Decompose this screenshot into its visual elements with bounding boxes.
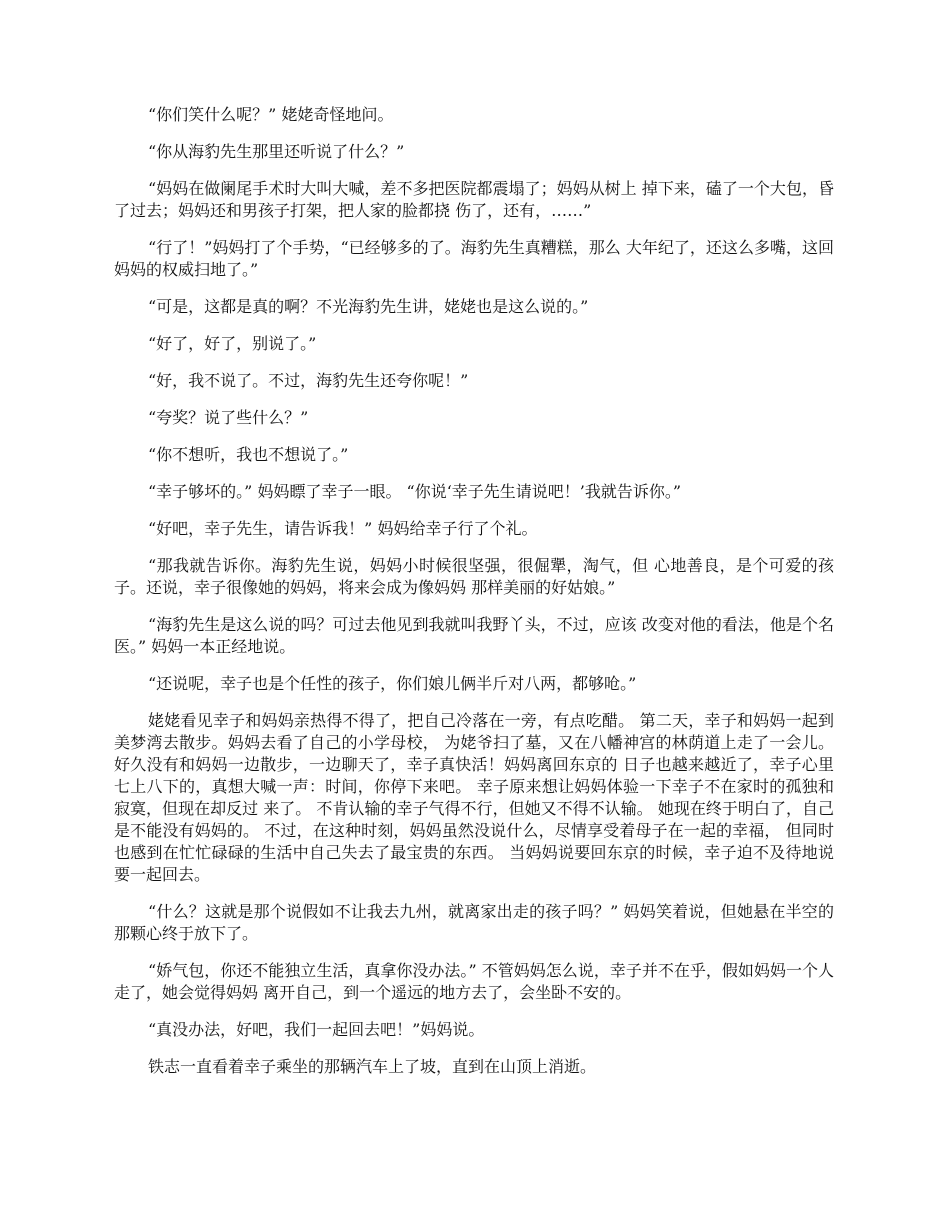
document-body	[114, 104, 834, 1093]
paragraph-14: “还说呢，幸子也是个任性的孩子，你们娘儿俩半斤对八两，都够呛。”	[148, 674, 637, 693]
paragraph-8: “夸奖？说了些什么？”	[148, 408, 309, 427]
paragraph-15: 姥姥看见幸子和妈妈亲热得不得了，把自己冷落在一旁，有点吃醋。 第二天，幸子和妈妈一起到美梦湾去散步。妈妈去看了自己的小学母校， 为姥爷扫了墓，又在八幡神宫的林荫道上走了一会儿。 好久没有和妈妈一边散步，一边聊天了，幸子真快活！妈妈离回东京的 日子也越来越近了，幸子心里七上八下的，真想大喊一声：时间，你停下来吧。 幸子原来想让妈妈体验一下幸子不在家时的孤独和寂寞，但现在却反过 来了。 不肯认输的幸子气得不行，但她又不得不认输。 她现在终于明白了，自己是不能没有妈妈的。 不过，在这种时刻，妈妈虽然没说什么，尽情享受着母子在一起的幸福， 但同时也感到在忙忙碌碌的生活中自己失去了最宝贵的东西。 当妈妈说要回东京的时候，幸子迫不及待地说要一起回去。	[114, 711, 834, 884]
paragraph-4: “行了！”妈妈打了个手势，“已经够多的了。海豹先生真糟糕，那么 大年纪了，还这么多嘴，这回妈妈的权威扫地了。”	[114, 238, 834, 279]
paragraph-16: “什么？这就是那个说假如不让我去九州，就离家出走的孩子吗？” 妈妈笑着说，但她悬在半空的那颗心终于放下了。	[114, 902, 834, 943]
paragraph-7: “好，我不说了。不过，海豹先生还夸你呢！”	[148, 371, 469, 390]
paragraph-11: “好吧，幸子先生，请告诉我！” 妈妈给幸子行了个礼。	[148, 519, 538, 538]
paragraph-10: “幸子够坏的。” 妈妈瞟了幸子一眼。 “你说‘幸子先生请说吧！’我就告诉你。”	[148, 482, 682, 501]
paragraph-3: “妈妈在做阑尾手术时大叫大喊，差不多把医院都震塌了；妈妈从树上 掉下来，磕了一个大包，昏了过去；妈妈还和男孩子打架，把人家的脸都挠 伤了，还有，……”	[114, 179, 834, 220]
paragraph-6: “好了，好了，别说了。”	[148, 334, 317, 353]
paragraph-1: “你们笑什么呢？” 姥姥奇怪地问。	[148, 105, 394, 124]
paragraph-18: “真没办法，好吧，我们一起回去吧！”妈妈说。	[148, 1020, 485, 1039]
paragraph-19: 铁志一直看着幸子乘坐的那辆汽车上了坡，直到在山顶上消逝。	[148, 1057, 597, 1076]
paragraph-5: “可是，这都是真的啊？不光海豹先生讲，姥姥也是这么说的。”	[148, 297, 589, 316]
paragraph-2: “你从海豹先生那里还听说了什么？”	[148, 142, 405, 161]
paragraph-9: “你不想听，我也不想说了。”	[148, 445, 349, 464]
paragraph-12: “那我就告诉你。海豹先生说，妈妈小时候很坚强，很倔犟，淘气，但 心地善良，是个可爱的孩子。还说，幸子很像她的妈妈，将来会成为像妈妈 那样美丽的好姑娘。”	[114, 556, 834, 597]
paragraph-13: “海豹先生是这么说的吗？可过去他见到我就叫我野丫头，不过，应该 改变对他的看法，他是个名医。” 妈妈一本正经地说。	[114, 615, 834, 656]
paragraph-17: “娇气包，你还不能独立生活，真拿你没办法。” 不管妈妈怎么说，幸子并不在乎，假如妈妈一个人走了，她会觉得妈妈 离开自己，到一个遥远的地方去了，会坐卧不安的。	[114, 961, 834, 1002]
